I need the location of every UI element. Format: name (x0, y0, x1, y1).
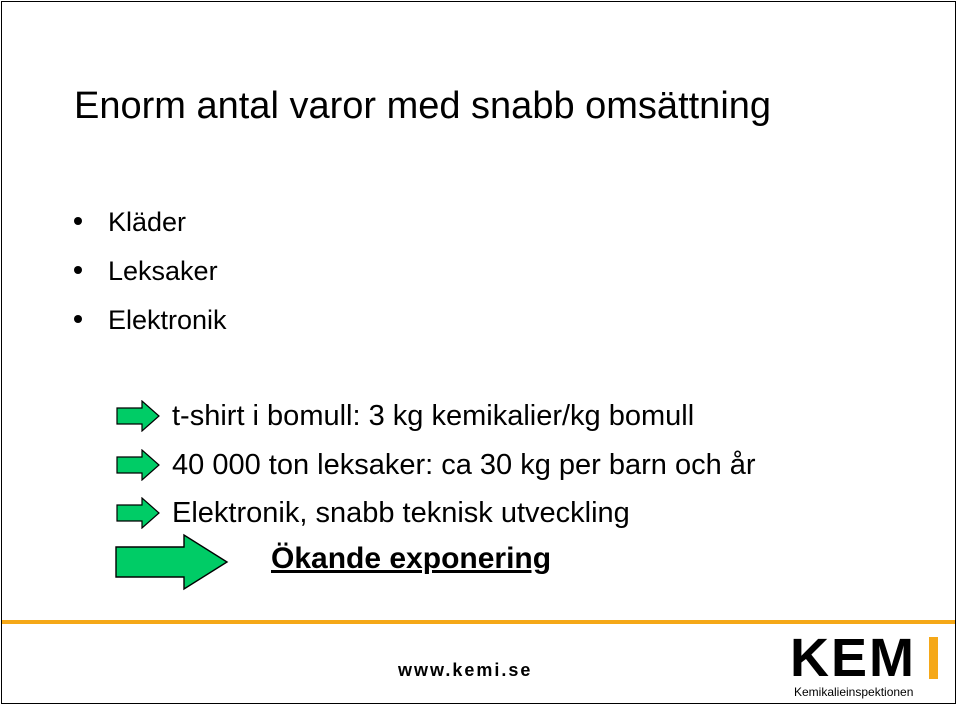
conclusion-text: Ökande exponering (271, 542, 552, 575)
right-arrow-icon (116, 497, 160, 529)
footer-divider (2, 620, 955, 624)
logo-accent-bar (929, 637, 938, 679)
logo-subtitle: Kemikalieinspektionen (794, 685, 914, 699)
bullet-list (72, 200, 227, 347)
arrow-point-text: t-shirt i bomull: 3 kg kemikalier/kg bomull (172, 400, 695, 432)
bullet-text: Kläder (108, 207, 187, 237)
arrow-point-text: Elektronik, snabb teknisk utveckling (172, 497, 630, 529)
arrow-point-text: 40 000 ton leksaker: ca 30 kg per barn och år (172, 449, 756, 481)
kemi-logo (790, 628, 950, 701)
bullet-dot-icon (74, 266, 82, 274)
slide-title: Enorm antal varor med snabb omsättning (74, 85, 772, 127)
bullet-item (72, 249, 227, 298)
bullet-item (72, 298, 227, 347)
footer-url[interactable]: www.kemi.se (398, 660, 533, 680)
bullet-dot-icon (74, 217, 82, 225)
right-arrow-icon (116, 449, 160, 481)
logo-letters: KEM (790, 628, 916, 688)
bullet-text: Elektronik (108, 305, 227, 335)
right-arrow-icon (116, 400, 160, 432)
bullet-dot-icon (74, 315, 82, 323)
bullet-item (72, 200, 227, 249)
bullet-text: Leksaker (108, 256, 218, 286)
big-right-arrow-icon (114, 533, 230, 591)
